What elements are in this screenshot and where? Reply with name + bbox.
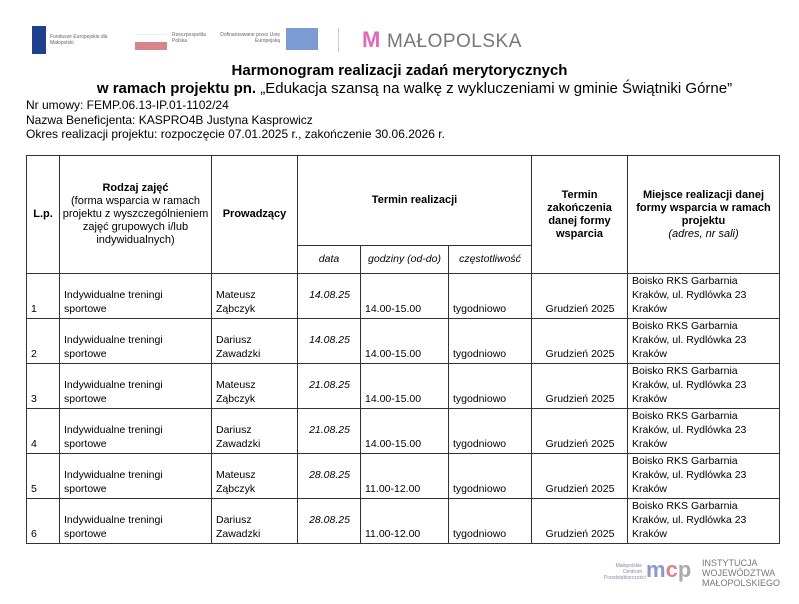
footer-logo — [604, 555, 794, 590]
cell-miejsce: Boisko RKS Garbarnia Kraków, ul. Rydlówka 23 Kraków — [628, 499, 780, 544]
cell-czestotliwosc: tygodniowo — [449, 364, 532, 409]
rp-flag-red — [135, 42, 167, 50]
cell-rodzaj: Indywidualne treningi sportowe — [60, 364, 212, 409]
schedule-table — [26, 155, 780, 544]
ue-logo-text: Dofinansowane przez Unię Europejską — [220, 32, 280, 44]
cell-lp: 4 — [27, 409, 60, 454]
cell-prowadzacy: Mateusz Ząbczyk — [212, 454, 298, 499]
cell-zakonczenie: Grudzień 2025 — [532, 319, 628, 364]
mcp-logo-icon: mcp — [646, 557, 692, 582]
cell-miejsce: Boisko RKS Garbarnia Kraków, ul. Rydlówka 23 Kraków — [628, 409, 780, 454]
header-prowadzacy: Prowadzący — [212, 156, 298, 274]
fe-logo-icon — [32, 26, 46, 54]
document-title: Harmonogram realizacji zadań merytorycznych — [231, 62, 568, 79]
project-period: Okres realizacji projektu: rozpoczęcie 07.01.2025 r., zakończenie 30.06.2026 r. — [26, 127, 445, 141]
header-miejsce-sub: (adres, nr sali) — [668, 227, 739, 240]
cell-godziny: 14.00-15.00 — [361, 364, 449, 409]
cell-miejsce: Boisko RKS Garbarnia Kraków, ul. Rydlówka 23 Kraków — [628, 274, 780, 319]
iwm-logo-text: INSTYTUCJA WOJEWÓDZTWA MAŁOPOLSKIEGO — [702, 558, 781, 588]
cell-zakonczenie: Grudzień 2025 — [532, 499, 628, 544]
subtitle-prefix: w ramach projektu pn. — [96, 80, 257, 97]
cell-czestotliwosc: tygodniowo — [449, 319, 532, 364]
cell-czestotliwosc: tygodniowo — [449, 499, 532, 544]
cell-lp: 6 — [27, 499, 60, 544]
cell-lp: 5 — [27, 454, 60, 499]
cell-czestotliwosc: tygodniowo — [449, 409, 532, 454]
header-lp: L.p. — [27, 156, 60, 274]
header-miejsce-title: Miejsce realizacji danej formy wsparcia w ramach projektu — [636, 188, 771, 227]
cell-rodzaj: Indywidualne treningi sportowe — [60, 454, 212, 499]
beneficiary-name: Nazwa Beneficjenta: KASPRO4B Justyna Kasprowicz — [26, 113, 313, 127]
cell-prowadzacy: Mateusz Ząbczyk — [212, 364, 298, 409]
cell-zakonczenie: Grudzień 2025 — [532, 409, 628, 454]
header-godziny: godziny (od-do) — [361, 246, 449, 274]
table-row — [27, 319, 780, 364]
cell-data: 21.08.25 — [298, 409, 361, 454]
cell-rodzaj: Indywidualne treningi sportowe — [60, 499, 212, 544]
cell-rodzaj: Indywidualne treningi sportowe — [60, 319, 212, 364]
cell-godziny: 14.00-15.00 — [361, 274, 449, 319]
header-rodzaj-title: Rodzaj zajęć — [102, 182, 169, 194]
divider — [338, 28, 339, 52]
cell-czestotliwosc: tygodniowo — [449, 454, 532, 499]
header-data: data — [298, 246, 361, 274]
cell-godziny: 14.00-15.00 — [361, 319, 449, 364]
cell-lp: 1 — [27, 274, 60, 319]
cell-czestotliwosc: tygodniowo — [449, 274, 532, 319]
cell-data: 14.08.25 — [298, 319, 361, 364]
header-miejsce — [628, 156, 780, 274]
table-row — [27, 364, 780, 409]
cell-prowadzacy: Dariusz Zawadzki — [212, 319, 298, 364]
header-zakonczenie: Termin zakończenia danej formy wsparcia — [532, 156, 628, 274]
cell-godziny: 11.00-12.00 — [361, 499, 449, 544]
cell-godziny: 14.00-15.00 — [361, 409, 449, 454]
cell-lp: 3 — [27, 364, 60, 409]
table-row — [27, 274, 780, 319]
document-subtitle — [0, 80, 799, 97]
cell-prowadzacy: Dariusz Zawadzki — [212, 409, 298, 454]
table-row — [27, 409, 780, 454]
project-name: „Edukacja szansą na walkę z wykluczeniami w gminie Świątniki Górne” — [256, 80, 733, 97]
cell-prowadzacy: Mateusz Ząbczyk — [212, 274, 298, 319]
rp-flag-icon — [135, 34, 167, 42]
cell-miejsce: Boisko RKS Garbarnia Kraków, ul. Rydlówka 23 Kraków — [628, 319, 780, 364]
malopolska-m-icon: M — [362, 27, 381, 52]
table-row — [27, 499, 780, 544]
cell-prowadzacy: Dariusz Zawadzki — [212, 499, 298, 544]
cell-rodzaj: Indywidualne treningi sportowe — [60, 274, 212, 319]
cell-data: 14.08.25 — [298, 274, 361, 319]
mcp-logo-text: Małopolskie Centrum Przedsiębiorczości — [604, 563, 646, 581]
rp-logo-text: Rzeczpospolita Polska — [172, 32, 206, 44]
cell-data: 28.08.25 — [298, 454, 361, 499]
cell-lp: 2 — [27, 319, 60, 364]
header-czestotliwosc: częstotliwość — [449, 246, 532, 274]
table-row — [27, 454, 780, 499]
cell-data: 21.08.25 — [298, 364, 361, 409]
cell-godziny: 11.00-12.00 — [361, 454, 449, 499]
eu-flag-icon — [286, 28, 318, 50]
malopolska-logo-text: MAŁOPOLSKA — [387, 31, 522, 52]
cell-rodzaj: Indywidualne treningi sportowe — [60, 409, 212, 454]
contract-number: Nr umowy: FEMP.06.13-IP.01-1102/24 — [26, 98, 229, 112]
cell-zakonczenie: Grudzień 2025 — [532, 364, 628, 409]
header-termin: Termin realizacji — [298, 156, 532, 246]
cell-zakonczenie: Grudzień 2025 — [532, 454, 628, 499]
cell-zakonczenie: Grudzień 2025 — [532, 274, 628, 319]
header-rodzaj — [60, 156, 212, 274]
logo-bar — [30, 26, 530, 56]
cell-data: 28.08.25 — [298, 499, 361, 544]
cell-miejsce: Boisko RKS Garbarnia Kraków, ul. Rydlówka 23 Kraków — [628, 364, 780, 409]
cell-miejsce: Boisko RKS Garbarnia Kraków, ul. Rydlówka 23 Kraków — [628, 454, 780, 499]
fe-logo-text: Fundusze Europejskie dla Małopolski — [50, 34, 108, 46]
header-rodzaj-sub: (forma wsparcia w ramach projektu z wyszczególnieniem zajęć grupowych i/lub indywidualnych) — [62, 195, 209, 246]
